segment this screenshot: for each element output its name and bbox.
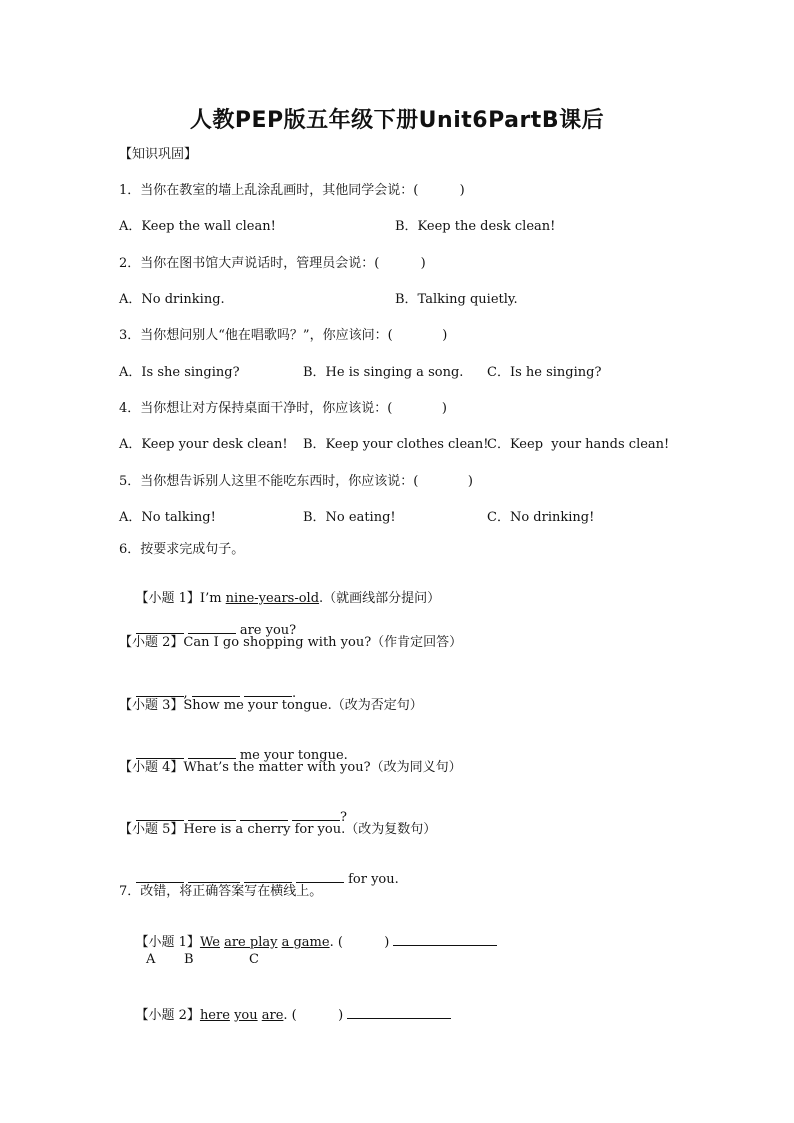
option-a: A．No talking! bbox=[119, 510, 216, 525]
question-1-stem: 1．当你在教室的墙上乱涂乱画时，其他同学会说：( ) bbox=[119, 183, 465, 198]
subquestion-label: 【小题 1】 bbox=[135, 935, 200, 950]
page-title: 人教PEP版五年级下册Unit6PartB课后 bbox=[189, 108, 605, 133]
answer-tail: are you? bbox=[239, 623, 297, 638]
option-b: B．No eating! bbox=[303, 510, 396, 525]
answer-blank[interactable] bbox=[244, 684, 292, 697]
label-b: B bbox=[184, 952, 194, 967]
subquestion-label: 【小题 2】 bbox=[135, 1008, 200, 1023]
option-b: B．Talking quietly. bbox=[395, 292, 518, 307]
option-b: B．Keep your clothes clean! bbox=[303, 437, 489, 452]
period: . bbox=[291, 686, 297, 701]
segment-c: a game bbox=[281, 935, 330, 950]
answer-paren: . ( ) bbox=[329, 935, 390, 950]
answer-blank[interactable] bbox=[347, 1006, 451, 1019]
answer-blank[interactable] bbox=[296, 870, 344, 883]
question-2-stem: 2．当你在图书馆大声说话时，管理员会说：( ) bbox=[119, 256, 426, 271]
option-b: B．Keep the desk clean! bbox=[395, 219, 556, 234]
q6-subquestion-2: 【小题 2】Can I go shopping with you?（作肯定回答） bbox=[119, 635, 463, 650]
answer-blank[interactable] bbox=[188, 621, 236, 634]
answer-blank[interactable] bbox=[188, 746, 236, 759]
answer-blank[interactable] bbox=[136, 621, 184, 634]
option-a: A．Keep your desk clean! bbox=[119, 437, 288, 452]
answer-blank[interactable] bbox=[188, 808, 236, 821]
question-mark: ? bbox=[339, 810, 347, 825]
question-4-stem: 4．当你想让对方保持桌面干净时，你应该说：( ) bbox=[119, 401, 448, 416]
subquestion-instruction: .（就画线部分提问） bbox=[319, 591, 441, 606]
answer-blank[interactable] bbox=[136, 870, 184, 883]
option-a: A．Is she singing? bbox=[119, 365, 240, 380]
option-a: A．Keep the wall clean! bbox=[119, 219, 276, 234]
answer-blank[interactable] bbox=[188, 870, 240, 883]
answer-blank[interactable] bbox=[136, 684, 184, 697]
section-heading: 【知识巩固】 bbox=[119, 147, 198, 162]
q6-subquestion-4: 【小题 4】What’s the matter with you?（改为同义句） bbox=[119, 760, 462, 775]
label-a: A bbox=[146, 952, 156, 967]
option-c: C．No drinking! bbox=[487, 510, 595, 525]
segment-a: here bbox=[199, 1008, 230, 1023]
answer-blank[interactable] bbox=[292, 808, 340, 821]
segment-c: are bbox=[261, 1008, 284, 1023]
option-c: C．Keep your hands clean! bbox=[487, 437, 670, 452]
label-c: C bbox=[249, 952, 259, 967]
question-5-stem: 5．当你想告诉别人这里不能吃东西时，你应该说：( ) bbox=[119, 474, 474, 489]
question-7-stem: 7．改错，将正确答案写在横线上。 bbox=[119, 884, 323, 899]
answer-blank[interactable] bbox=[136, 808, 184, 821]
answer-tail: me your tongue. bbox=[239, 748, 348, 763]
answer-blank[interactable] bbox=[192, 684, 240, 697]
comma: , bbox=[183, 686, 188, 701]
q7-subquestion-2 bbox=[119, 988, 451, 1043]
option-a: A．No drinking. bbox=[119, 292, 225, 307]
q7-subquestion-1 bbox=[119, 915, 497, 970]
answer-paren: . ( ) bbox=[283, 1008, 344, 1023]
answer-blank[interactable] bbox=[393, 933, 497, 946]
option-b: B．He is singing a song. bbox=[303, 365, 464, 380]
answer-blank[interactable] bbox=[136, 746, 184, 759]
segment-b: are play bbox=[224, 935, 278, 950]
underlined-phrase: nine-years-old bbox=[225, 591, 320, 606]
question-6-stem: 6．按要求完成句子。 bbox=[119, 542, 245, 557]
answer-blank[interactable] bbox=[244, 870, 292, 883]
q6-subquestion-5: 【小题 5】Here is a cherry for you.（改为复数句） bbox=[119, 822, 437, 837]
segment-b: you bbox=[234, 1008, 258, 1023]
segment-a: We bbox=[199, 935, 220, 950]
subquestion-prefix: 【小题 1】I’m bbox=[135, 591, 226, 606]
question-3-stem: 3．当你想问别人“他在唱歌吗？”，你应该问：( ) bbox=[119, 328, 448, 343]
option-c: C．Is he singing? bbox=[487, 365, 602, 380]
answer-blank[interactable] bbox=[240, 808, 288, 821]
answer-tail: for you. bbox=[348, 872, 399, 887]
q6-subquestion-3: 【小题 3】Show me your tongue.（改为否定句） bbox=[119, 698, 423, 713]
